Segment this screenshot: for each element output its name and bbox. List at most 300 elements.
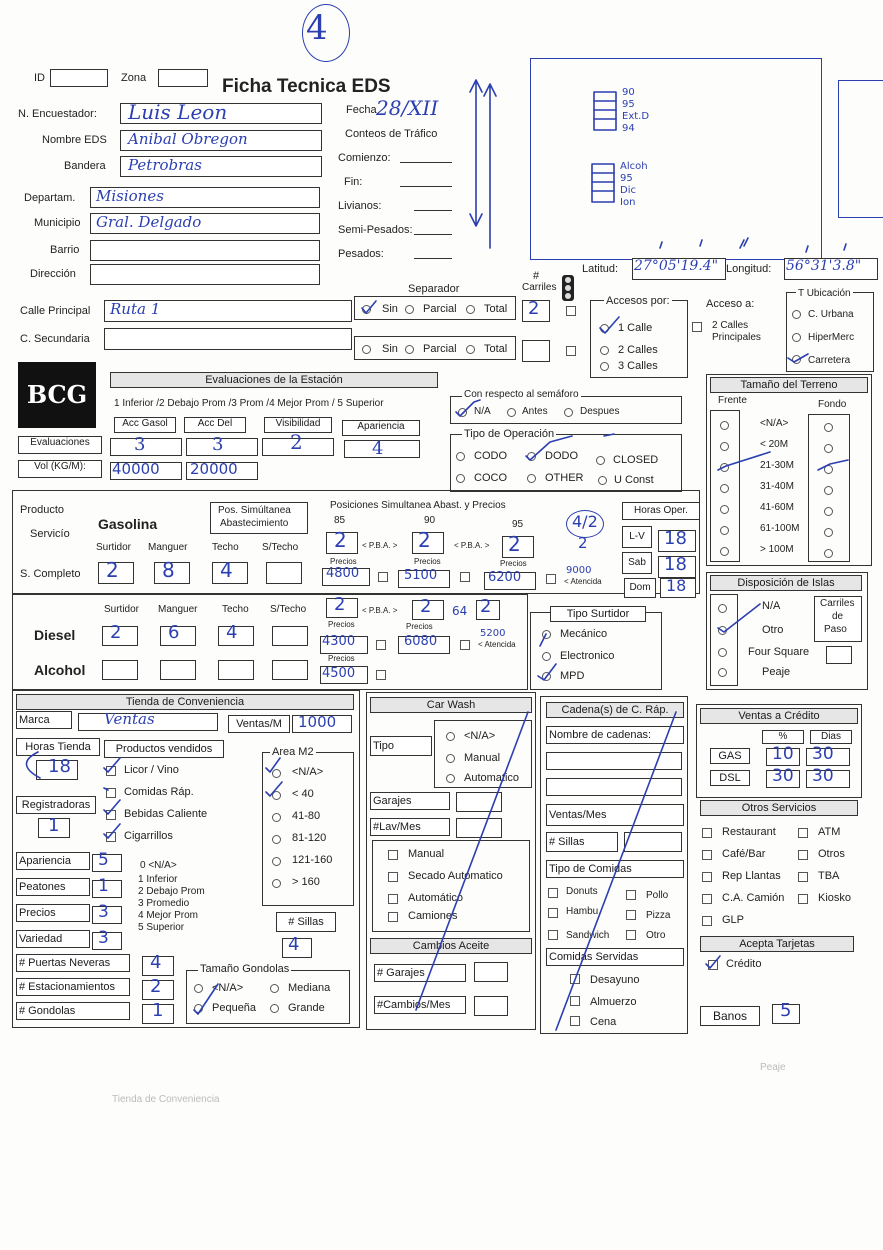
cambios-garajes-field[interactable] bbox=[474, 962, 508, 982]
latitud-value: 27°05'19.4" bbox=[634, 258, 719, 274]
islas-carriles-field[interactable] bbox=[826, 646, 852, 664]
gond-title: Tamaño Gondolas bbox=[200, 963, 290, 975]
islas-carriles-b: de bbox=[832, 611, 844, 622]
donuts-label: Donuts bbox=[566, 886, 598, 897]
op-other-radio[interactable] bbox=[527, 474, 536, 483]
acc-3calles-radio[interactable] bbox=[600, 362, 609, 371]
cw-m3: Automático bbox=[408, 892, 464, 904]
d-techo-label: Techo bbox=[222, 604, 249, 615]
cambios-mes-field[interactable] bbox=[474, 996, 508, 1016]
d-surtidor-value: 2 bbox=[110, 622, 122, 643]
gond-grande: Grande bbox=[288, 1002, 325, 1014]
fin-label: Fin: bbox=[344, 176, 363, 188]
g-precios-2: Precios bbox=[414, 557, 441, 566]
horas-sab-label: Sab bbox=[622, 552, 652, 574]
credito-dsl-label: DSL bbox=[710, 770, 750, 786]
op-other: OTHER bbox=[545, 472, 584, 484]
sep2-parcial: Parcial bbox=[423, 343, 457, 355]
terreno-opt-6: > 100M bbox=[760, 544, 794, 555]
cw-m1: Manual bbox=[408, 848, 445, 860]
sketch-col1-0: 90 bbox=[622, 87, 635, 98]
credito-dias-label: Dias bbox=[810, 730, 852, 744]
sketch-col1-3: 94 bbox=[622, 123, 635, 134]
area-label-3: 81-120 bbox=[292, 832, 327, 844]
carriles2-field[interactable] bbox=[522, 340, 550, 362]
tienda-apariencia-label: Apariencia bbox=[16, 852, 90, 870]
a-stecho-field[interactable] bbox=[272, 660, 308, 680]
operacion-title: Tipo de Operación bbox=[464, 428, 555, 440]
pos-simultanea-b: Abastecimiento bbox=[220, 518, 289, 529]
eval-scale: 1 Inferior /2 Debajo Prom /3 Prom /4 Mejor Prom / 5 Superior bbox=[114, 398, 384, 409]
circled-note: 4/2 bbox=[572, 512, 598, 531]
sem-despues-radio[interactable] bbox=[564, 408, 573, 417]
credito-dsl-dias: 30 bbox=[812, 766, 834, 786]
frente-radio-1[interactable] bbox=[720, 442, 729, 451]
tienda-peatones-label: Peatones bbox=[16, 878, 90, 896]
cadena-nombre-field2[interactable] bbox=[546, 778, 682, 796]
credito-title: Ventas a Crédito bbox=[700, 708, 858, 724]
ts-mpd: MPD bbox=[560, 670, 585, 682]
area-radio-2[interactable] bbox=[272, 813, 281, 822]
pollo-check[interactable] bbox=[626, 890, 636, 900]
gond-pequena-radio[interactable] bbox=[194, 1004, 203, 1013]
fin-line[interactable] bbox=[400, 186, 452, 187]
sketch-col2-1: 95 bbox=[620, 173, 633, 184]
direccion-label: Dirección bbox=[30, 268, 76, 280]
fondo-radio-1[interactable] bbox=[824, 444, 833, 453]
sep-parcial: Parcial bbox=[423, 303, 457, 315]
cadena-title: Cadena(s) de C. Ráp. bbox=[546, 702, 684, 718]
frente-radio-0[interactable] bbox=[720, 421, 729, 430]
semi-line[interactable] bbox=[414, 234, 452, 235]
area-label-0: <N/A> bbox=[292, 766, 324, 778]
municipio-label: Municipio bbox=[34, 217, 81, 229]
area-radio-1[interactable] bbox=[272, 791, 281, 800]
sep2-sin-radio[interactable] bbox=[362, 345, 371, 354]
tienda-scale-4: 4 Mejor Prom bbox=[138, 910, 199, 921]
g-precios-3: Precios bbox=[500, 559, 527, 568]
islas-na-radio[interactable] bbox=[718, 604, 727, 613]
alcohol-label: Alcohol bbox=[34, 662, 86, 678]
longitud-label: Longitud: bbox=[726, 263, 772, 275]
col-acc-del: Acc Del bbox=[184, 417, 246, 433]
pos-title: Posiciones Simultanea Abast. y Precios bbox=[330, 500, 506, 511]
d-surtidor-label: Surtidor bbox=[104, 604, 140, 615]
cw-tipo-label: Tipo bbox=[370, 736, 432, 756]
cw-na-radio[interactable] bbox=[446, 732, 455, 741]
g-p95-check[interactable] bbox=[546, 574, 556, 584]
d-manguer-value: 6 bbox=[168, 622, 180, 643]
frente-radio-4[interactable] bbox=[720, 505, 729, 514]
csec-label: C. Secundaria bbox=[20, 333, 90, 345]
frente-radio-6[interactable] bbox=[720, 547, 729, 556]
carriles-hash: # bbox=[533, 270, 540, 282]
pizza-check[interactable] bbox=[626, 910, 636, 920]
horas-tienda-value: 18 bbox=[48, 756, 71, 777]
banos-label: Banos bbox=[700, 1006, 760, 1026]
islas-four: Four Square bbox=[748, 646, 810, 658]
cw-m2-check[interactable] bbox=[388, 872, 398, 882]
a-p1-check[interactable] bbox=[376, 670, 386, 680]
direccion-field[interactable] bbox=[90, 264, 320, 285]
calle-value: Ruta 1 bbox=[110, 300, 161, 318]
cadena-nombre-field1[interactable] bbox=[546, 752, 682, 770]
horas-lv-label: L-V bbox=[622, 526, 652, 548]
d-pba: < P.B.A. > bbox=[362, 606, 398, 615]
pesados-label: Pesados: bbox=[338, 248, 384, 260]
g-p90-check[interactable] bbox=[460, 572, 470, 582]
principales-b: Principales bbox=[712, 332, 761, 343]
serv-left-check-2[interactable] bbox=[702, 872, 712, 882]
op-uconst-radio[interactable] bbox=[598, 476, 607, 485]
horas-title: Horas Oper. bbox=[622, 502, 700, 520]
sandwich-label: Sandwich bbox=[566, 930, 610, 941]
g-extra-value: 9000 bbox=[566, 565, 592, 576]
comienzo-line[interactable] bbox=[400, 162, 452, 163]
d-pos3-value: 2 bbox=[480, 596, 492, 617]
a-precios: Precios bbox=[328, 654, 355, 663]
col-visibilidad: Visibilidad bbox=[264, 417, 332, 433]
g-stecho-label: S/Techo bbox=[262, 542, 299, 553]
horas-tienda-label: Horas Tienda bbox=[16, 738, 100, 756]
g-surtidor-value: 2 bbox=[106, 558, 119, 582]
horas-lv-value: 18 bbox=[664, 528, 687, 549]
g-pos90-value: 2 bbox=[418, 528, 431, 552]
acc-1calle-radio[interactable] bbox=[600, 324, 609, 333]
op-coco: COCO bbox=[474, 472, 507, 484]
neveras-label: # Puertas Neveras bbox=[16, 954, 130, 972]
d-precios-1: Precios bbox=[328, 620, 355, 629]
a-surtidor-field[interactable] bbox=[102, 660, 138, 680]
cadena-nombre-label: Nombre de cadenas: bbox=[546, 726, 684, 744]
serv-right-1: Otros bbox=[818, 848, 845, 860]
id-label: ID bbox=[34, 72, 45, 84]
row-evaluaciones: Evaluaciones bbox=[18, 436, 102, 454]
sep2-total-radio[interactable] bbox=[466, 345, 475, 354]
semaforo-title: Con respecto al semáforo bbox=[464, 389, 579, 400]
frente-radio-3[interactable] bbox=[720, 484, 729, 493]
carwash-title: Car Wash bbox=[370, 697, 532, 713]
municipio-value: Gral. Delgado bbox=[96, 213, 202, 231]
acceso-principales-check[interactable] bbox=[692, 322, 702, 332]
credito-gas-pct: 10 bbox=[772, 744, 794, 764]
principales-a: 2 Calles bbox=[712, 320, 749, 331]
serv-left-2: Rep Llantas bbox=[722, 870, 781, 882]
cw-lavmes-field[interactable] bbox=[456, 818, 502, 838]
ts-mec-radio[interactable] bbox=[542, 630, 551, 639]
ubic-carretera-radio[interactable] bbox=[792, 355, 801, 364]
tarjetas-credito: Crédito bbox=[726, 958, 762, 970]
serv-right-check-2[interactable] bbox=[798, 872, 808, 882]
d-p1-check[interactable] bbox=[376, 640, 386, 650]
gasolina-label: Gasolina bbox=[98, 516, 158, 532]
g-techo-value: 4 bbox=[220, 558, 233, 582]
fondo-radio-6[interactable] bbox=[824, 549, 833, 558]
cw-garajes-field[interactable] bbox=[456, 792, 502, 812]
scompleto-label: S. Completo bbox=[20, 568, 81, 580]
d-stecho-field[interactable] bbox=[272, 626, 308, 646]
encuestador-value: Luis Leon bbox=[128, 100, 228, 124]
oct85: 85 bbox=[334, 515, 346, 526]
islas-carriles-a: Carriles bbox=[820, 598, 855, 609]
zona-field[interactable] bbox=[158, 69, 208, 87]
d-precios-2: Precios bbox=[406, 622, 433, 631]
row-vol: Vol (KG/M): bbox=[18, 460, 102, 478]
gond-grande-radio[interactable] bbox=[270, 1004, 279, 1013]
prod-check-1[interactable] bbox=[106, 788, 116, 798]
estac-label: # Estacionamientos bbox=[16, 978, 130, 996]
op-codo: CODO bbox=[474, 450, 507, 462]
sep-parcial-radio[interactable] bbox=[405, 305, 414, 314]
carriles-value: 2 bbox=[528, 298, 540, 319]
fondo-radio-0[interactable] bbox=[824, 423, 833, 432]
sep-sin-radio[interactable] bbox=[362, 305, 371, 314]
sem-antes: Antes bbox=[522, 406, 548, 417]
terreno-fondo: Fondo bbox=[818, 399, 847, 410]
comienzo-label: Comienzo: bbox=[338, 152, 391, 164]
acc-3calles: 3 Calles bbox=[618, 360, 658, 372]
g-precios-1: Precios bbox=[330, 557, 357, 566]
g-manguer-label: Manguer bbox=[148, 542, 188, 553]
gondolas-label: # Gondolas bbox=[16, 1002, 130, 1020]
accesos-title: Accesos por: bbox=[606, 295, 670, 307]
otro-check[interactable] bbox=[626, 930, 636, 940]
page-number: 4 bbox=[306, 8, 328, 48]
g-p95-value: 6200 bbox=[488, 570, 522, 585]
fondo-radio-2[interactable] bbox=[824, 465, 833, 474]
serv-left-4: GLP bbox=[722, 914, 745, 926]
registradoras-label: Registradoras bbox=[16, 796, 96, 814]
g-pba-1: < P.B.A. > bbox=[362, 541, 398, 550]
op-coco-radio[interactable] bbox=[456, 474, 465, 483]
marca-value: Ventas bbox=[104, 710, 155, 728]
cambios-mes-label: #Cambios/Mes bbox=[374, 996, 466, 1014]
desayuno-check[interactable] bbox=[570, 974, 580, 984]
sem-antes-radio[interactable] bbox=[507, 408, 516, 417]
terreno-opt-3: 31-40M bbox=[760, 481, 794, 492]
sep-sin: Sin bbox=[382, 303, 398, 315]
gond-pequena: Pequeña bbox=[212, 1002, 257, 1014]
sem-despues: Despues bbox=[580, 406, 620, 417]
area-radio-4[interactable] bbox=[272, 857, 281, 866]
sandwich-check[interactable] bbox=[548, 930, 558, 940]
encuestador-label: N. Encuestador: bbox=[18, 108, 97, 120]
acc-2calles-radio[interactable] bbox=[600, 346, 609, 355]
almuerzo-check[interactable] bbox=[570, 996, 580, 1006]
sketch-col2-2: Dic bbox=[620, 185, 636, 196]
cw-m3-check[interactable] bbox=[388, 894, 398, 904]
sep-total-radio[interactable] bbox=[466, 305, 475, 314]
area-radio-3[interactable] bbox=[272, 835, 281, 844]
islas-peaje-radio[interactable] bbox=[718, 668, 727, 677]
horas-dom-label: Dom bbox=[624, 578, 656, 598]
frente-radio-5[interactable] bbox=[720, 526, 729, 535]
serv-right-check-1[interactable] bbox=[798, 850, 808, 860]
islas-otro: Otro bbox=[762, 624, 784, 636]
area-radio-0[interactable] bbox=[272, 769, 281, 778]
a-techo-field[interactable] bbox=[218, 660, 254, 680]
d-p2-check[interactable] bbox=[460, 640, 470, 650]
tienda-variedad-label: Variedad bbox=[16, 930, 90, 948]
prod-check-0[interactable] bbox=[106, 766, 116, 776]
d-pos2-value: 2 bbox=[420, 596, 432, 617]
ubic-urbana-radio[interactable] bbox=[792, 310, 801, 319]
site-sketch bbox=[530, 58, 822, 260]
ubic-hiper: HiperMerc bbox=[808, 332, 855, 343]
terreno-frente: Frente bbox=[718, 395, 747, 406]
eval-gasol-field[interactable] bbox=[110, 438, 182, 456]
horas-dom-value: 18 bbox=[666, 576, 687, 595]
frente-radio-2[interactable] bbox=[720, 463, 729, 472]
cw-m1-check[interactable] bbox=[388, 850, 398, 860]
credito-gas-dias: 30 bbox=[812, 744, 834, 764]
pesados-line[interactable] bbox=[414, 258, 452, 259]
islas-four-radio[interactable] bbox=[718, 648, 727, 657]
vol-b-value: 20000 bbox=[190, 460, 238, 478]
g-acomida: < Atencida bbox=[564, 577, 602, 586]
calle-label: Calle Principal bbox=[20, 305, 91, 317]
donuts-check[interactable] bbox=[548, 888, 558, 898]
cw-m4-check[interactable] bbox=[388, 912, 398, 922]
sep2-total: Total bbox=[484, 343, 508, 355]
serv-left-check-1[interactable] bbox=[702, 850, 712, 860]
sketch-col1-1: 95 bbox=[622, 99, 635, 110]
pizza-label: Pizza bbox=[646, 910, 671, 921]
tienda-scale-3: 3 Promedio bbox=[138, 898, 190, 909]
gond-na-radio[interactable] bbox=[194, 984, 203, 993]
tienda-precios-label: Precios bbox=[16, 904, 90, 922]
cw-garajes-label: Garajes bbox=[370, 792, 450, 810]
registradoras-value: 1 bbox=[48, 815, 60, 836]
d-p1-value: 4300 bbox=[322, 634, 356, 649]
tipo-comidas-title: Tipo de Comidas bbox=[546, 860, 684, 878]
tarjetas-credito-check[interactable] bbox=[708, 960, 718, 970]
sem-na: N/A bbox=[474, 406, 491, 417]
area-title: Area M2 bbox=[272, 746, 314, 758]
op-dodo-radio[interactable] bbox=[527, 452, 536, 461]
bleed-text-a: Tienda de Conveniencia bbox=[112, 1094, 220, 1105]
desayuno-label: Desayuno bbox=[590, 974, 640, 986]
tienda-scale-1: 1 Inferior bbox=[138, 874, 178, 885]
eval-apar-value: 4 bbox=[372, 438, 384, 459]
serv-left-check-3[interactable] bbox=[702, 894, 712, 904]
hambu-check[interactable] bbox=[548, 908, 558, 918]
serv-left-check-0[interactable] bbox=[702, 828, 712, 838]
fondo-radio-3[interactable] bbox=[824, 486, 833, 495]
cena-check[interactable] bbox=[570, 1016, 580, 1026]
terreno-opt-5: 61-100M bbox=[760, 523, 800, 534]
serv-left-check-4[interactable] bbox=[702, 916, 712, 926]
cambios-garajes-label: # Garajes bbox=[374, 964, 466, 982]
diesel-label: Diesel bbox=[34, 627, 76, 643]
acc-1calle: 1 Calle bbox=[618, 322, 653, 334]
pos-simultanea-a: Pos. Simúltanea bbox=[218, 505, 291, 516]
departam-label: Departam. bbox=[24, 192, 76, 204]
d-mark: 64 bbox=[452, 604, 468, 618]
islas-title: Disposición de Islas bbox=[710, 575, 862, 591]
zona-label: Zona bbox=[121, 72, 147, 84]
livianos-line[interactable] bbox=[414, 210, 452, 211]
carriles-check2[interactable] bbox=[566, 346, 576, 356]
op-codo-radio[interactable] bbox=[456, 452, 465, 461]
prod-label-3: Cigarrillos bbox=[124, 830, 173, 842]
gondolas-value: 1 bbox=[152, 1000, 164, 1021]
serv-left-1: Café/Bar bbox=[722, 848, 766, 860]
barrio-field[interactable] bbox=[90, 240, 320, 261]
g-techo-label: Techo bbox=[212, 542, 239, 553]
credito-pct-label: % bbox=[762, 730, 804, 744]
fondo-radio-4[interactable] bbox=[824, 507, 833, 516]
gond-mediana: Mediana bbox=[288, 982, 331, 994]
op-closed-radio[interactable] bbox=[596, 456, 605, 465]
g-p85-check[interactable] bbox=[378, 572, 388, 582]
fecha-value: 28/XII bbox=[376, 96, 439, 120]
area-label-2: 41-80 bbox=[292, 810, 321, 822]
a-manguer-field[interactable] bbox=[160, 660, 196, 680]
tarjetas-title: Acepta Tarjetas bbox=[700, 936, 854, 952]
credito-gas-label: GAS bbox=[710, 748, 750, 764]
sketch-col2-0: Alcoh bbox=[620, 161, 648, 172]
fondo-radio-5[interactable] bbox=[824, 528, 833, 537]
otro-label: Otro bbox=[646, 930, 666, 941]
sep2-parcial-radio[interactable] bbox=[405, 345, 414, 354]
csec-field[interactable] bbox=[104, 328, 352, 350]
d-manguer-label: Manguer bbox=[158, 604, 198, 615]
eval-vis-value: 2 bbox=[290, 430, 303, 454]
vol-a-value: 40000 bbox=[112, 460, 160, 478]
latitud-label: Latitud: bbox=[582, 263, 619, 275]
islas-otro-radio[interactable] bbox=[718, 626, 727, 635]
gond-na: <N/A> bbox=[212, 982, 244, 994]
serv-right-check-3[interactable] bbox=[798, 894, 808, 904]
eval-gasol-value: 3 bbox=[134, 434, 146, 455]
sep2-sin: Sin bbox=[382, 343, 398, 355]
tienda-precios-value: 3 bbox=[98, 902, 109, 922]
carriles-check1[interactable] bbox=[566, 306, 576, 316]
departam-value: Misiones bbox=[96, 187, 164, 205]
area-radio-5[interactable] bbox=[272, 879, 281, 888]
prod-check-2[interactable] bbox=[106, 810, 116, 820]
acceso-a-label: Acceso a: bbox=[706, 298, 755, 310]
prod-label-1: Comidas Ráp. bbox=[124, 786, 194, 798]
prod-check-3[interactable] bbox=[106, 832, 116, 842]
d-extra-value: 5200 bbox=[480, 628, 506, 639]
semi-label: Semi-Pesados: bbox=[338, 224, 413, 236]
id-field[interactable] bbox=[50, 69, 108, 87]
eval-del-value: 3 bbox=[212, 434, 224, 455]
cw-manual-radio[interactable] bbox=[446, 754, 455, 763]
terreno-opt-2: 21-30M bbox=[760, 460, 794, 471]
page-number-circle bbox=[302, 4, 350, 62]
cw-auto-radio[interactable] bbox=[446, 774, 455, 783]
g-stecho-field[interactable] bbox=[266, 562, 302, 584]
sem-na-radio[interactable] bbox=[458, 408, 467, 417]
ts-mpd-radio[interactable] bbox=[542, 672, 551, 681]
ubic-urbana: C. Urbana bbox=[808, 309, 854, 320]
servicios-title: Otros Servicios bbox=[700, 800, 858, 816]
ts-elec-radio[interactable] bbox=[542, 652, 551, 661]
prod-title: Productos vendidos bbox=[104, 740, 224, 758]
sillas-value: 4 bbox=[288, 934, 300, 955]
cadena-sillas-field[interactable] bbox=[624, 832, 682, 852]
gond-mediana-radio[interactable] bbox=[270, 984, 279, 993]
d-stecho-label: S/Techo bbox=[270, 604, 307, 615]
serv-right-check-0[interactable] bbox=[798, 828, 808, 838]
almuerzo-label: Almuerzo bbox=[590, 996, 637, 1008]
longitud-value: 56°31'3.8" bbox=[786, 258, 862, 274]
col-apariencia: Apariencia bbox=[342, 420, 420, 436]
ubic-hiper-radio[interactable] bbox=[792, 333, 801, 342]
